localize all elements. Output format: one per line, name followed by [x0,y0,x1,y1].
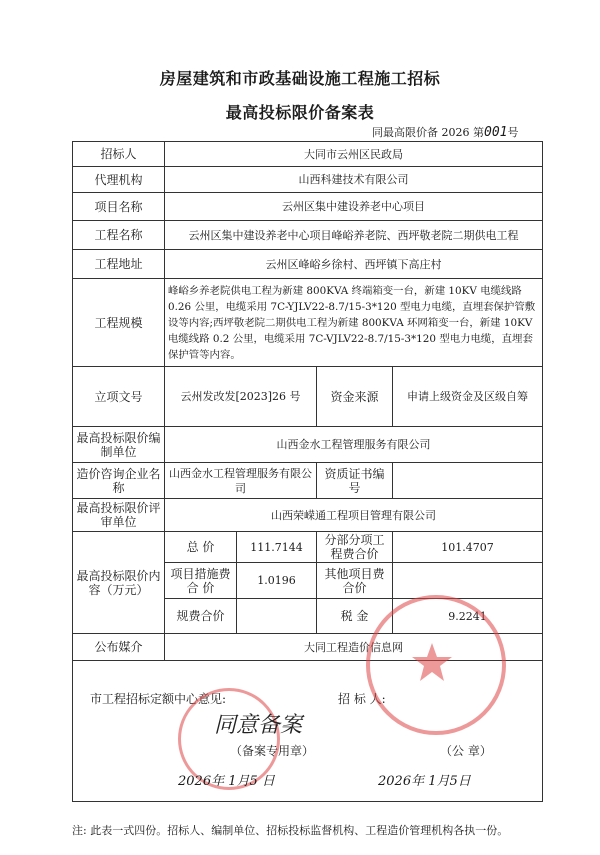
total-price-value: 111.7144 [237,532,317,563]
center-approval-signature: 同意备案 [214,713,303,738]
consult-value: 山西金水工程管理服务有限公司 [165,463,317,499]
tax-value: 9.2241 [393,599,543,634]
scope-value: 峰峪乡养老院供电工程为新建 800KVA 终端箱变一台，新建 10KV 电缆线路 0.26 公里，电缆采用 7C-YJLV22-8.7/15-3*120 型电力电缆，直埋套保护管敷设等内容;西坪敬老院二期供电工程为新建 800KVA 环网箱变一台，新建 10KV 电缆线路 0.2 公里，电缆采用 7C-VJLV22-8.7/15-3*120 型电力电缆，直埋套保护管等内容。 [165,279,543,367]
scope-label: 工程规模 [73,279,165,367]
fees-value [237,599,317,634]
other-cost-value [393,563,543,599]
agency-value: 山西科建技术有限公司 [165,167,543,193]
reviewer-label: 最高投标限价评审单位 [73,499,165,532]
form-title-line2: 最高投标限价备案表 [225,103,375,122]
price-content-label: 最高投标限价内容（万元） [73,532,165,634]
measure-cost-value: 1.0196 [237,563,317,599]
tenderer-stamp-note: （公 章） [440,744,492,758]
center-stamp-note: （备案专用章） [230,744,315,758]
footnote: 注: 此表一式四份。招标人、编制单位、招标投标监督机构、工程造价管理机构各执一份。 [72,824,509,837]
tenderer-label: 招标人 [73,142,165,167]
media-value: 大同工程造价信息网 [165,634,543,661]
project-name-label: 项目名称 [73,193,165,221]
approval-label: 立项文号 [73,367,165,427]
record-number [372,124,518,140]
reviewer-value: 山西荣嵘通工程项目管理有限公司 [165,499,543,532]
tenderer-sign-date: 2026年 1月5日 [378,774,471,789]
media-label: 公布媒介 [73,634,165,661]
address-value: 云州区峰峪乡徐村、西坪镇下高庄村 [165,250,543,279]
tenderer-sign-label: 招 标 人: [338,692,386,706]
record-number-handwritten: 001 [484,125,508,140]
center-sign-date: 2026年 1月5 日 [178,774,275,789]
fund-source-value: 申请上级资金及区级自筹 [393,367,543,427]
measure-cost-label: 项目措施费合 价 [165,563,237,599]
record-number-suffix: 号 [507,126,519,139]
address-label: 工程地址 [73,250,165,279]
seal-star-icon [366,595,498,727]
total-price-label: 总 价 [165,532,237,563]
cert-no-label: 资质证书编号 [317,463,393,499]
form-title-line1: 房屋建筑和市政基础设施工程施工招标 [159,69,441,88]
tenderer-official-seal [366,595,506,735]
agency-label: 代理机构 [73,167,165,193]
fund-source-label: 资金来源 [317,367,393,427]
other-cost-label: 其他项目费合价 [317,563,393,599]
engineering-name-label: 工程名称 [73,221,165,250]
project-name-value: 云州区集中建设养老中心项目 [165,193,543,221]
tenderer-value: 大同市云州区民政局 [165,142,543,167]
compiler-label: 最高投标限价编制单位 [73,427,165,463]
fees-label: 规费合价 [165,599,237,634]
subitem-cost-label: 分部分项工程费合价 [317,532,393,563]
compiler-value: 山西金水工程管理服务有限公司 [165,427,543,463]
record-number-prefix: 同最高限价备 2026 第 [372,126,484,139]
center-opinion-label: 市工程招标定额中心意见: [90,692,227,706]
cert-no-value [393,463,543,499]
engineering-name-value: 云州区集中建设养老中心项目峰峪养老院、西坪敬老院二期供电工程 [165,221,543,250]
approval-value: 云州发改发[2023]26 号 [165,367,317,427]
subitem-cost-value: 101.4707 [393,532,543,563]
consult-label: 造价咨询企业名称 [73,463,165,499]
tax-label: 税 金 [317,599,393,634]
